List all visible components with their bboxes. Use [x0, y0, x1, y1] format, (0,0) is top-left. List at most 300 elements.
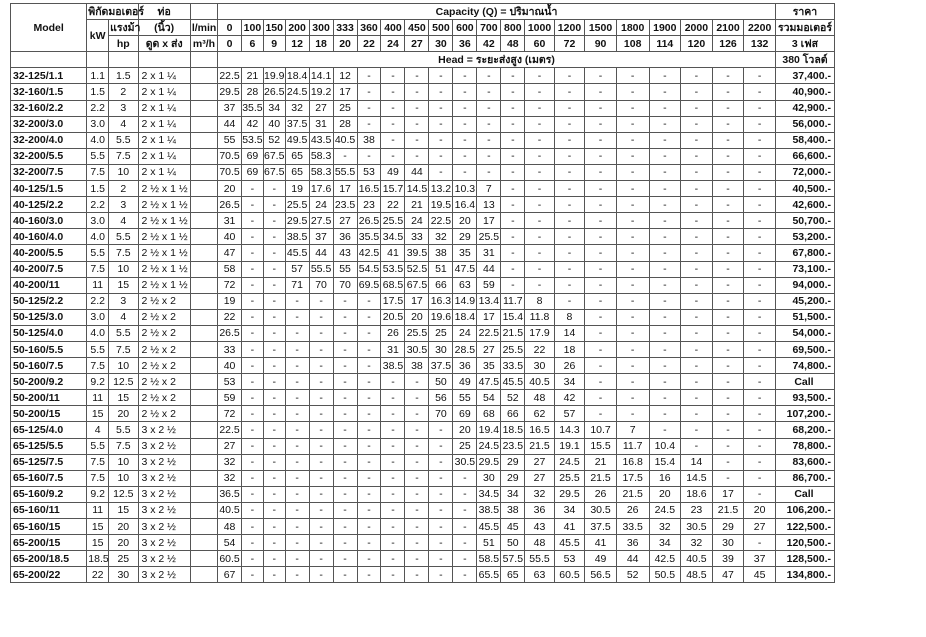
head-value-cell: 29 [501, 470, 525, 486]
unit-spacer-cell [190, 277, 217, 293]
m3h-cell-4: 18 [309, 36, 333, 52]
head-value-cell: - [477, 84, 501, 100]
head-value-cell: 24.5 [285, 84, 309, 100]
head-value-cell: 67.5 [263, 164, 285, 180]
head-value-cell: - [263, 438, 285, 454]
head-value-cell: - [333, 374, 357, 390]
head-value-cell: - [357, 422, 381, 438]
head-value-cell: - [616, 197, 649, 213]
head-value-cell: 35.5 [357, 229, 381, 245]
head-value-cell: - [405, 100, 429, 116]
kw-cell: 15 [87, 519, 109, 535]
head-value-cell: 17 [333, 181, 357, 197]
head-value-cell: 48 [218, 519, 242, 535]
table-row [11, 567, 835, 583]
head-value-cell: - [525, 84, 554, 100]
price-cell: 58,400.- [775, 132, 834, 148]
pump-price-table [10, 3, 835, 583]
head-value-cell: - [429, 470, 453, 486]
model-cell: 50-200/15 [11, 406, 87, 422]
head-value-cell: - [333, 325, 357, 341]
head-value-cell: - [525, 164, 554, 180]
head-value-cell: 68.5 [381, 277, 405, 293]
head-value-cell: - [285, 406, 309, 422]
head-value-cell: 15.4 [501, 309, 525, 325]
head-value-cell: - [554, 229, 585, 245]
pipe-size-header [138, 4, 190, 20]
head-value-cell: 67 [218, 567, 242, 583]
head-value-cell: - [333, 551, 357, 567]
model-cell: 65-125/7.5 [11, 454, 87, 470]
head-value-cell: - [681, 261, 713, 277]
capacity-header: Capacity (Q) = ปริมาณน้ำ [218, 4, 776, 20]
table-row [11, 422, 835, 438]
unit-spacer-cell [190, 535, 217, 551]
head-value-cell: - [263, 261, 285, 277]
head-value-cell: 45.5 [554, 535, 585, 551]
unit-spacer-cell [190, 390, 217, 406]
head-value-cell: - [242, 470, 264, 486]
head-value-cell: 49 [585, 551, 617, 567]
pipe-cell: 2 ½ x 2 [138, 374, 190, 390]
head-value-cell: - [681, 341, 713, 357]
head-value-cell: - [744, 325, 776, 341]
head-value-cell: - [554, 261, 585, 277]
head-value-cell: - [309, 406, 333, 422]
head-value-cell: 19 [218, 293, 242, 309]
head-value-cell: 34 [501, 486, 525, 502]
head-value-cell: 30 [712, 535, 744, 551]
head-value-cell: - [712, 374, 744, 390]
head-value-cell: - [501, 68, 525, 84]
pipe-cell: 2 x 1 ¼ [138, 116, 190, 132]
head-value-cell: 50.5 [649, 567, 681, 583]
m3h-cell-13: 60 [525, 36, 554, 52]
kw-cell: 2.2 [87, 197, 109, 213]
model-cell: 65-200/15 [11, 535, 87, 551]
head-value-cell: - [744, 486, 776, 502]
head-value-cell: 49.5 [285, 132, 309, 148]
head-value-cell: - [712, 358, 744, 374]
head-value-cell: 55 [333, 261, 357, 277]
head-row-blank-pipe [138, 52, 190, 68]
kw-cell: 2.2 [87, 100, 109, 116]
head-value-cell: 10.4 [649, 438, 681, 454]
head-value-cell: - [309, 470, 333, 486]
head-value-cell: 32 [649, 519, 681, 535]
unit-spacer-cell [190, 374, 217, 390]
hp-cell: 30 [109, 567, 138, 583]
head-value-cell: - [381, 68, 405, 84]
head-value-cell: - [681, 148, 713, 164]
head-value-cell: 65 [285, 164, 309, 180]
head-value-cell: - [744, 293, 776, 309]
model-cell: 65-160/9.2 [11, 486, 87, 502]
head-value-cell: - [263, 567, 285, 583]
head-value-cell: 51 [477, 535, 501, 551]
kw-cell: 3.0 [87, 213, 109, 229]
pipe-cell: 2 ½ x 1 ½ [138, 213, 190, 229]
head-value-cell: - [501, 197, 525, 213]
model-cell: 50-200/9.2 [11, 374, 87, 390]
kw-cell: 9.2 [87, 374, 109, 390]
pipe-cell: 3 x 2 ½ [138, 519, 190, 535]
head-value-cell: 33.5 [616, 519, 649, 535]
lmin-cell-6: 360 [357, 20, 381, 36]
unit-spacer-cell [190, 422, 217, 438]
head-value-cell: - [357, 293, 381, 309]
head-value-cell: 36 [525, 502, 554, 518]
kw-cell: 5.5 [87, 438, 109, 454]
table-row [11, 277, 835, 293]
head-value-cell: - [357, 390, 381, 406]
head-value-cell: - [477, 148, 501, 164]
head-value-cell: - [744, 422, 776, 438]
head-value-cell: - [477, 100, 501, 116]
hp-cell: 7.5 [109, 148, 138, 164]
head-value-cell: - [453, 132, 477, 148]
head-value-cell: 30 [429, 341, 453, 357]
head-value-cell: 31 [477, 245, 501, 261]
price-cell: 51,500.- [775, 309, 834, 325]
head-value-cell: - [381, 116, 405, 132]
model-cell: 50-160/7.5 [11, 358, 87, 374]
head-value-cell: 59 [477, 277, 501, 293]
head-value-cell: - [525, 148, 554, 164]
head-value-cell: - [309, 519, 333, 535]
head-value-cell: - [357, 454, 381, 470]
head-value-cell: 38.5 [285, 229, 309, 245]
model-header: Model [11, 4, 87, 52]
head-value-cell: - [333, 358, 357, 374]
hp-cell: 7.5 [109, 341, 138, 357]
kw-cell: 9.2 [87, 486, 109, 502]
head-value-cell: 47 [712, 567, 744, 583]
pipe-cell: 2 x 1 ¼ [138, 84, 190, 100]
head-value-cell: - [616, 100, 649, 116]
pipe-cell: 2 ½ x 2 [138, 341, 190, 357]
head-value-cell: - [712, 100, 744, 116]
head-value-cell: 25.5 [554, 470, 585, 486]
head-value-cell: - [712, 181, 744, 197]
head-value-cell: - [501, 164, 525, 180]
head-value-cell: 49 [381, 164, 405, 180]
head-value-cell: 22 [218, 309, 242, 325]
lmin-cell-10: 600 [453, 20, 477, 36]
head-value-cell: - [357, 470, 381, 486]
head-value-cell: - [285, 309, 309, 325]
head-value-cell: 58.5 [477, 551, 501, 567]
head-value-cell: - [333, 148, 357, 164]
head-value-cell: 51 [429, 261, 453, 277]
m3h-cell-0: 0 [218, 36, 242, 52]
head-value-cell: 29.5 [477, 454, 501, 470]
pipe-cell: 2 ½ x 1 ½ [138, 277, 190, 293]
head-value-cell: 31 [309, 116, 333, 132]
head-value-cell: 40.5 [218, 502, 242, 518]
head-value-cell: - [744, 406, 776, 422]
head-value-cell: 22.5 [218, 422, 242, 438]
head-row-blank-model [11, 52, 87, 68]
table-row [11, 519, 835, 535]
head-value-cell: 20 [405, 309, 429, 325]
head-value-cell: 28.5 [453, 341, 477, 357]
head-value-cell: 42.5 [357, 245, 381, 261]
table-row [11, 213, 835, 229]
pipe-cell: 2 x 1 ¼ [138, 148, 190, 164]
head-value-cell: - [263, 341, 285, 357]
lmin-cell-1: 100 [242, 20, 264, 36]
pipe-cell: 2 ½ x 2 [138, 390, 190, 406]
head-value-cell: - [649, 197, 681, 213]
price-cell: Call [775, 486, 834, 502]
head-value-cell: - [285, 535, 309, 551]
head-value-cell: - [525, 116, 554, 132]
model-cell: 50-200/11 [11, 390, 87, 406]
head-value-cell: - [681, 100, 713, 116]
head-value-cell: - [405, 84, 429, 100]
head-value-cell: 32 [218, 470, 242, 486]
pipe-cell: 3 x 2 ½ [138, 535, 190, 551]
head-value-cell: - [501, 181, 525, 197]
table-row [11, 390, 835, 406]
head-value-cell: - [525, 100, 554, 116]
pipe-cell: 3 x 2 ½ [138, 470, 190, 486]
pipe-unit-header: (นิ้ว) [138, 20, 190, 36]
head-value-cell: 54 [218, 535, 242, 551]
head-value-cell: 16.4 [453, 197, 477, 213]
head-value-cell: 44 [405, 164, 429, 180]
head-value-cell: - [357, 406, 381, 422]
pipe-cell: 2 ½ x 1 ½ [138, 245, 190, 261]
pipe-cell: 2 ½ x 2 [138, 293, 190, 309]
head-value-cell: - [585, 341, 617, 357]
model-cell: 32-125/1.1 [11, 68, 87, 84]
head-value-cell: 53.5 [242, 132, 264, 148]
model-cell: 32-160/2.2 [11, 100, 87, 116]
head-value-cell: - [712, 68, 744, 84]
head-value-cell: - [242, 358, 264, 374]
lmin-cell-4: 300 [309, 20, 333, 36]
head-value-cell: 35.5 [242, 100, 264, 116]
head-value-cell: - [309, 438, 333, 454]
head-value-cell: - [285, 422, 309, 438]
head-value-cell: - [453, 100, 477, 116]
head-value-cell: 57.5 [501, 551, 525, 567]
head-value-cell: - [429, 486, 453, 502]
head-value-cell: - [744, 229, 776, 245]
table-row [11, 358, 835, 374]
head-value-cell: - [477, 164, 501, 180]
pipe-cell: 2 ½ x 2 [138, 406, 190, 422]
head-value-cell: 34 [554, 374, 585, 390]
price-cell: 56,000.- [775, 116, 834, 132]
head-value-cell: - [585, 181, 617, 197]
head-value-cell: - [429, 502, 453, 518]
kw-cell: 11 [87, 502, 109, 518]
model-cell: 65-160/11 [11, 502, 87, 518]
head-value-cell: 39 [712, 551, 744, 567]
head-value-cell: - [405, 535, 429, 551]
kw-cell: 2.2 [87, 293, 109, 309]
model-cell: 65-160/15 [11, 519, 87, 535]
m3h-cell-3: 12 [285, 36, 309, 52]
head-value-cell: 53 [218, 374, 242, 390]
hp-cell: 3 [109, 197, 138, 213]
head-value-cell: 17 [477, 309, 501, 325]
table-row [11, 502, 835, 518]
table-body [11, 68, 835, 583]
head-value-cell: - [285, 470, 309, 486]
kw-cell: 11 [87, 390, 109, 406]
head-value-cell: 65 [501, 567, 525, 583]
head-value-cell: - [357, 100, 381, 116]
model-cell: 40-200/7.5 [11, 261, 87, 277]
head-value-cell: - [744, 438, 776, 454]
kw-cell: 7.5 [87, 454, 109, 470]
head-value-cell: 38 [501, 502, 525, 518]
lmin-cell-16: 1800 [616, 20, 649, 36]
head-value-cell: 8 [554, 309, 585, 325]
head-value-cell: - [263, 229, 285, 245]
head-value-cell: - [681, 406, 713, 422]
unit-spacer-cell [190, 454, 217, 470]
m3h-unit: m³/h [190, 36, 217, 52]
head-value-cell: 10.7 [585, 422, 617, 438]
head-value-cell: - [333, 486, 357, 502]
head-value-cell: 20 [453, 422, 477, 438]
head-value-cell: - [681, 374, 713, 390]
head-value-cell: 70 [309, 277, 333, 293]
price-cell: 54,000.- [775, 325, 834, 341]
head-value-cell: 34 [263, 100, 285, 116]
hp-cell: 10 [109, 454, 138, 470]
head-value-cell: - [744, 309, 776, 325]
head-value-cell: 19 [285, 181, 309, 197]
unit-spacer-cell [190, 293, 217, 309]
kw-cell: 3.0 [87, 309, 109, 325]
head-value-cell: - [263, 502, 285, 518]
head-value-cell: 52 [501, 390, 525, 406]
head-value-cell: 58.3 [309, 164, 333, 180]
head-value-cell: - [501, 277, 525, 293]
head-value-cell: - [585, 84, 617, 100]
hp-cell: 2 [109, 181, 138, 197]
model-cell: 40-125/2.2 [11, 197, 87, 213]
price-cell: 66,600.- [775, 148, 834, 164]
head-value-cell: - [405, 438, 429, 454]
head-value-cell: 23 [357, 197, 381, 213]
head-value-cell: 32 [525, 486, 554, 502]
head-value-cell: - [357, 486, 381, 502]
head-value-cell: 18.4 [453, 309, 477, 325]
model-cell: 50-125/3.0 [11, 309, 87, 325]
hp-cell: 5.5 [109, 132, 138, 148]
head-value-cell: 33 [405, 229, 429, 245]
head-value-cell: - [477, 68, 501, 84]
head-value-cell: - [585, 309, 617, 325]
head-value-cell: - [242, 325, 264, 341]
head-value-cell: - [333, 454, 357, 470]
head-value-cell: - [616, 309, 649, 325]
kw-cell: 3.0 [87, 116, 109, 132]
head-value-cell: 43 [525, 519, 554, 535]
head-value-cell: - [242, 261, 264, 277]
m3h-cell-19: 126 [712, 36, 744, 52]
pipe-cell: 2 ½ x 1 ½ [138, 197, 190, 213]
hp-cell: 5.5 [109, 422, 138, 438]
head-value-cell: - [712, 438, 744, 454]
head-value-cell: - [585, 325, 617, 341]
head-value-cell: 13.2 [429, 181, 453, 197]
head-value-cell: - [242, 390, 264, 406]
head-value-cell: - [242, 293, 264, 309]
head-value-cell: - [333, 535, 357, 551]
head-value-cell: - [501, 84, 525, 100]
head-value-cell: 69.5 [357, 277, 381, 293]
head-value-cell: 36 [333, 229, 357, 245]
head-value-cell: - [357, 374, 381, 390]
kw-cell: 4.0 [87, 325, 109, 341]
head-value-cell: 35 [477, 358, 501, 374]
head-value-cell: - [649, 390, 681, 406]
head-value-cell: 42.5 [649, 551, 681, 567]
head-value-cell: - [381, 535, 405, 551]
table-row [11, 438, 835, 454]
head-value-cell: - [453, 486, 477, 502]
head-value-cell: 29 [501, 454, 525, 470]
head-value-cell: - [712, 341, 744, 357]
lmin-cell-7: 400 [381, 20, 405, 36]
m3h-cell-14: 72 [554, 36, 585, 52]
head-value-cell: - [429, 535, 453, 551]
head-value-cell: 21 [405, 197, 429, 213]
head-value-cell: 7 [477, 181, 501, 197]
head-value-cell: - [744, 245, 776, 261]
head-value-cell: - [616, 261, 649, 277]
head-value-cell: 27.5 [309, 213, 333, 229]
head-value-cell: 22.5 [477, 325, 501, 341]
head-value-cell: - [744, 68, 776, 84]
head-value-cell: 60.5 [554, 567, 585, 583]
head-value-cell: - [357, 325, 381, 341]
head-value-cell: - [453, 502, 477, 518]
table-row [11, 164, 835, 180]
head-value-cell: 55.5 [525, 551, 554, 567]
head-value-cell: 25.5 [501, 341, 525, 357]
head-value-cell: - [744, 277, 776, 293]
pipe-cell: 3 x 2 ½ [138, 438, 190, 454]
hp-cell: 1.5 [109, 68, 138, 84]
hp-cell: 10 [109, 470, 138, 486]
head-value-cell: - [333, 470, 357, 486]
kw-cell: 1.1 [87, 68, 109, 84]
head-value-cell: 17.5 [616, 470, 649, 486]
head-value-cell: 35 [453, 245, 477, 261]
unit-spacer-cell [190, 551, 217, 567]
head-row-blank-kw [87, 52, 109, 68]
head-value-cell: 44 [477, 261, 501, 277]
table-row [11, 406, 835, 422]
hp-cell: 7.5 [109, 438, 138, 454]
head-value-cell: - [285, 358, 309, 374]
head-value-cell: 22.5 [429, 213, 453, 229]
price-cell: 69,500.- [775, 341, 834, 357]
head-value-cell: - [242, 551, 264, 567]
head-value-cell: - [712, 197, 744, 213]
table-row [11, 341, 835, 357]
head-value-cell: - [453, 84, 477, 100]
